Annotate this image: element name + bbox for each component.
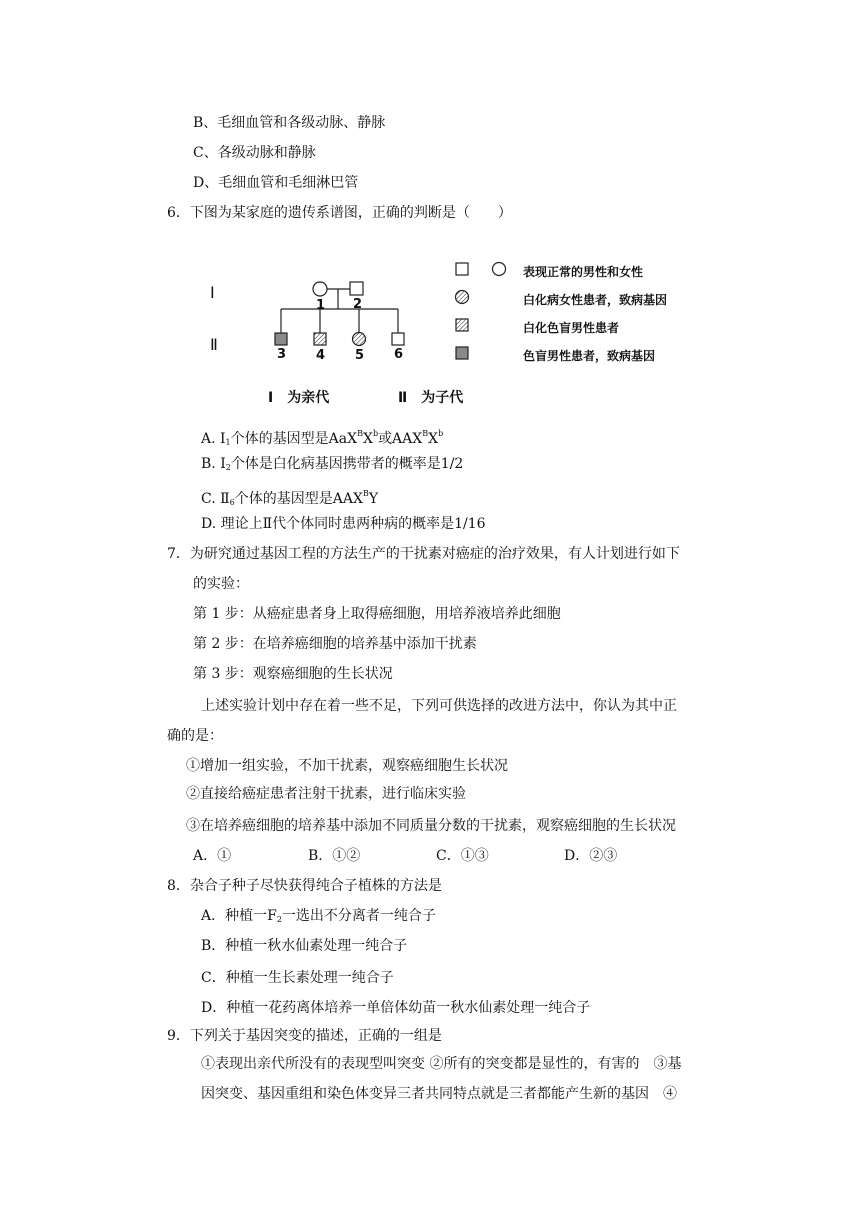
individual-4-label: 4 bbox=[316, 348, 326, 363]
q6-option-b: B. $Ⅰ_2$个体是白化病基因携带者的概率是1/2 bbox=[201, 456, 464, 472]
individual-5-label: 5 bbox=[355, 348, 365, 363]
q7-step-3: 第 3 步：观察癌细胞的生长状况 bbox=[193, 666, 393, 682]
q7-step-2: 第 2 步：在培养癌细胞的培养基中添加干扰素 bbox=[193, 636, 477, 652]
legend-colorblind-male: 色盲男性患者，致病基因 bbox=[523, 349, 656, 363]
q6-option-a: A. $Ⅰ_1$个体的基因型是$AaX^BX^b$或$AAX^BX^b$ bbox=[201, 429, 444, 447]
q6-option-d: D. 理论上Ⅱ代个体同时患两种病的概率是1/16 bbox=[201, 516, 486, 532]
q7-item-1: ①增加一组实验，不加干扰素，观察癌细胞生长状况 bbox=[186, 758, 508, 774]
individual-3-label: 3 bbox=[277, 347, 287, 362]
legend-albinism-female: 白化病女性患者，致病基因 bbox=[523, 293, 668, 307]
q7-stem-line-2: 的实验： bbox=[193, 576, 249, 592]
q8-stem: 8．杂合子种子尽快获得纯合子植株的方法是 bbox=[167, 878, 442, 894]
individual-4-symbol bbox=[314, 333, 326, 345]
individual-6-symbol bbox=[392, 333, 404, 345]
q8-option-a: A．种植一$F_2$一选出不分离者一纯合子 bbox=[201, 908, 436, 924]
q7-item-2: ②直接给癌症患者注射干扰素，进行临床实验 bbox=[186, 786, 466, 802]
individual-1-label: 1 bbox=[316, 298, 326, 313]
q7-paragraph-line-1: 上述实验计划中存在着一些不足，下列可供选择的改进方法中，你认为其中正 bbox=[201, 698, 677, 714]
pedigree-chart bbox=[0, 0, 860, 420]
individual-6-label: 6 bbox=[394, 347, 404, 362]
q7-step-1: 第 1 步：从癌症患者身上取得癌细胞，用培养液培养此细胞 bbox=[193, 606, 561, 622]
q9-line-2: 因突变、基因重组和染色体变异三者共同特点就是三者都能产生新的基因 ④ bbox=[201, 1086, 677, 1102]
individual-3-symbol bbox=[275, 333, 287, 345]
q6-option-c: C. $Ⅱ_6$个体的基因型是$AAX^BY$ bbox=[201, 489, 379, 507]
individual-5-symbol bbox=[353, 333, 366, 346]
legend-albinism-colorblind-male-symbol bbox=[456, 319, 468, 331]
legend-colorblind-male-symbol bbox=[456, 347, 468, 359]
caption-parent-generation: Ⅰ 为亲代 bbox=[268, 390, 330, 406]
individual-1-symbol bbox=[313, 282, 327, 296]
q8-option-c: C．种植一生长素处理一纯合子 bbox=[201, 970, 394, 986]
legend-normal-male-symbol bbox=[456, 263, 468, 275]
q7-option-b: B．①② bbox=[308, 848, 361, 864]
q7-option-a: A．① bbox=[193, 848, 232, 864]
q8-option-d: D．种植一花药离体培养一单倍体幼苗一秋水仙素处理一纯合子 bbox=[201, 1000, 591, 1016]
q7-item-3: ③在培养癌细胞的培养基中添加不同质量分数的干扰素，观察癌细胞的生长状况 bbox=[186, 818, 676, 834]
q8-option-b: B．种植一秋水仙素处理一纯合子 bbox=[201, 938, 408, 954]
q7-stem-line-1: 7．为研究通过基因工程的方法生产的干扰素对癌症的治疗效果，有人计划进行如下 bbox=[167, 546, 680, 562]
legend-albinism-female-symbol bbox=[456, 291, 469, 304]
generation-i-label: Ⅰ bbox=[210, 285, 215, 302]
q9-stem: 9．下列关于基因突变的描述，正确的一组是 bbox=[167, 1028, 442, 1044]
q5-option-b: B、毛细血管和各级动脉、静脉 bbox=[193, 115, 386, 131]
legend-albinism-colorblind-male: 白化色盲男性患者 bbox=[523, 321, 620, 335]
q7-option-d: D．②③ bbox=[564, 848, 618, 864]
q6-stem: 6．下图为某家庭的遗传系谱图，正确的判断是（ ） bbox=[167, 205, 512, 221]
legend-normal: 表现正常的男性和女性 bbox=[523, 265, 644, 279]
caption-offspring-generation: Ⅱ 为子代 bbox=[398, 390, 464, 406]
legend-normal-female-symbol bbox=[493, 263, 506, 276]
q7-paragraph-line-2: 确的是： bbox=[167, 728, 223, 744]
q5-option-c: C、各级动脉和静脉 bbox=[193, 145, 316, 161]
q7-option-c: C．①③ bbox=[436, 848, 489, 864]
individual-2-symbol bbox=[350, 282, 363, 295]
individual-2-label: 2 bbox=[353, 297, 363, 312]
q9-line-1: ①表现出亲代所没有的表现型叫突变 ②所有的突变都是显性的，有害的 ③基 bbox=[201, 1056, 682, 1072]
q5-option-d: D、毛细血管和毛细淋巴管 bbox=[193, 175, 359, 191]
generation-ii-label: Ⅱ bbox=[210, 337, 218, 354]
